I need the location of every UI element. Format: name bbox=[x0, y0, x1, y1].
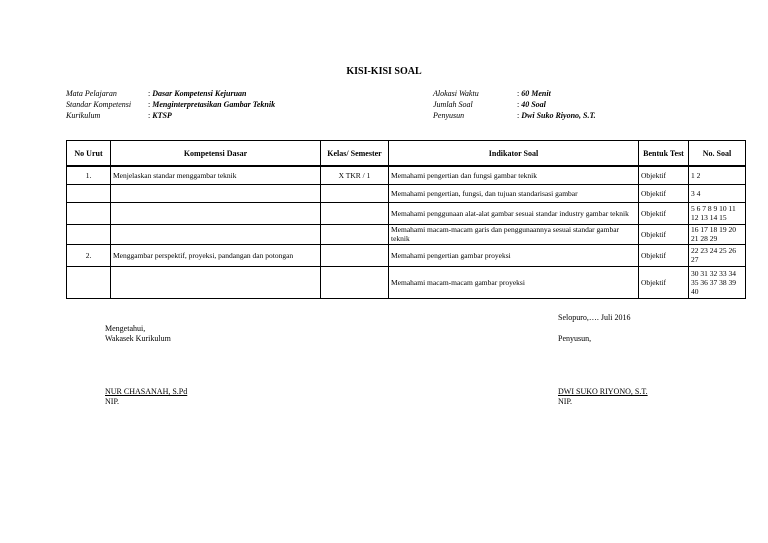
meta-key: Mata Pelajaran bbox=[66, 89, 117, 98]
cell-soal: 5 6 7 8 9 10 11 12 13 14 15 bbox=[689, 202, 746, 224]
table-row bbox=[67, 202, 746, 224]
signature-left-nip: NIP. bbox=[105, 397, 120, 406]
cell-kd bbox=[111, 224, 321, 244]
table-row bbox=[67, 244, 746, 266]
signature-left-name-block bbox=[105, 387, 187, 407]
cell-bentuk: Objektif bbox=[639, 244, 689, 266]
cell-kelas bbox=[321, 184, 389, 202]
meta-value: 60 Menit bbox=[521, 89, 551, 98]
cell-no bbox=[67, 266, 111, 298]
meta-value: KTSP bbox=[152, 111, 172, 120]
meta-row: Alokasi Waktu : 60 Menit bbox=[433, 89, 551, 98]
header-no-soal: No. Soal bbox=[689, 141, 746, 167]
meta-key: Standar Kompetensi bbox=[66, 100, 132, 109]
cell-no bbox=[67, 184, 111, 202]
cell-indikator: Memahami macam-macam gambar proyeksi bbox=[389, 266, 639, 298]
cell-bentuk: Objektif bbox=[639, 184, 689, 202]
cell-kd: Menggambar perspektif, proyeksi, pandangan dan potongan bbox=[111, 244, 321, 266]
header-bentuk-test: Bentuk Test bbox=[639, 141, 689, 167]
table-row bbox=[67, 166, 746, 184]
header-kompetensi-dasar: Kompetensi Dasar bbox=[111, 141, 321, 167]
meta-row: Mata Pelajaran : Dasar Kompetensi Kejuruan bbox=[66, 89, 247, 98]
place-date: Selopuro,…. Juli 2016 bbox=[558, 313, 631, 322]
cell-bentuk: Objektif bbox=[639, 202, 689, 224]
meta-row: Penyusun : Dwi Suko Riyono, S.T. bbox=[433, 111, 596, 120]
cell-indikator: Memahami penggunaan alat-alat gambar sesuai standar industry gambar teknik bbox=[389, 202, 639, 224]
meta-key: Alokasi Waktu bbox=[433, 89, 479, 98]
cell-kelas bbox=[321, 202, 389, 224]
cell-no bbox=[67, 224, 111, 244]
cell-no: 1. bbox=[67, 166, 111, 184]
cell-bentuk: Objektif bbox=[639, 224, 689, 244]
meta-row: Jumlah Soal : 40 Soal bbox=[433, 100, 546, 109]
meta-right bbox=[433, 88, 596, 121]
meta-value: Dwi Suko Riyono, S.T. bbox=[521, 111, 596, 120]
meta-key: Jumlah Soal bbox=[433, 100, 473, 109]
table-header-row bbox=[67, 141, 746, 167]
cell-kd bbox=[111, 202, 321, 224]
cell-indikator: Memahami pengertian, fungsi, dan tujuan standarisasi gambar bbox=[389, 184, 639, 202]
meta-row: Standar Kompetensi : Menginterpretasikan Gambar Teknik bbox=[66, 100, 276, 109]
cell-kelas bbox=[321, 224, 389, 244]
cell-bentuk: Objektif bbox=[639, 266, 689, 298]
kisi-kisi-table bbox=[66, 140, 746, 299]
cell-soal: 22 23 24 25 26 27 bbox=[689, 244, 746, 266]
cell-soal: 16 17 18 19 20 21 28 29 bbox=[689, 224, 746, 244]
cell-soal: 1 2 bbox=[689, 166, 746, 184]
signature-right-name-block bbox=[558, 387, 648, 407]
cell-kd bbox=[111, 266, 321, 298]
signature-right-nip: NIP. bbox=[558, 397, 573, 406]
meta-value: 40 Soal bbox=[521, 100, 546, 109]
meta-value: Dasar Kompetensi Kejuruan bbox=[152, 89, 247, 98]
signature-right-name: DWI SUKO RIYONO, S.T. bbox=[558, 387, 648, 396]
cell-kd bbox=[111, 184, 321, 202]
signature-right-line2: Penyusun, bbox=[558, 334, 592, 343]
cell-indikator: Memahami pengertian dan fungsi gambar teknik bbox=[389, 166, 639, 184]
meta-key: Penyusun bbox=[433, 111, 465, 120]
cell-indikator: Memahami pengertian gambar proyeksi bbox=[389, 244, 639, 266]
header-indikator-soal: Indikator Soal bbox=[389, 141, 639, 167]
signature-left-name: NUR CHASANAH, S.Pd bbox=[105, 387, 188, 396]
cell-soal: 3 4 bbox=[689, 184, 746, 202]
signature-left-line2: Wakasek Kurikulum bbox=[105, 334, 171, 343]
cell-kelas bbox=[321, 266, 389, 298]
cell-kelas bbox=[321, 244, 389, 266]
table-row bbox=[67, 266, 746, 298]
cell-no bbox=[67, 202, 111, 224]
cell-bentuk: Objektif bbox=[639, 166, 689, 184]
meta-row: Kurikulum : KTSP bbox=[66, 111, 172, 120]
header-kelas-semester: Kelas/ Semester bbox=[321, 141, 389, 167]
document-title: KISI-KISI SOAL bbox=[346, 66, 422, 77]
meta-key: Kurikulum bbox=[66, 111, 101, 120]
cell-soal: 30 31 32 33 34 35 36 37 38 39 40 bbox=[689, 266, 746, 298]
signature-left-block bbox=[105, 324, 171, 344]
cell-indikator: Memahami macam-macam garis dan penggunaannya sesuai standar gambar teknik bbox=[389, 224, 639, 244]
meta-value: Menginterpretasikan Gambar Teknik bbox=[152, 100, 276, 109]
table-row bbox=[67, 184, 746, 202]
meta-left bbox=[66, 88, 275, 121]
signature-left-line1: Mengetahui, bbox=[105, 324, 146, 333]
header-no-urut: No Urut bbox=[67, 141, 111, 167]
cell-kelas: X TKR / 1 bbox=[321, 166, 389, 184]
cell-kd: Menjelaskan standar menggambar teknik bbox=[111, 166, 321, 184]
cell-no: 2. bbox=[67, 244, 111, 266]
table-row bbox=[67, 224, 746, 244]
